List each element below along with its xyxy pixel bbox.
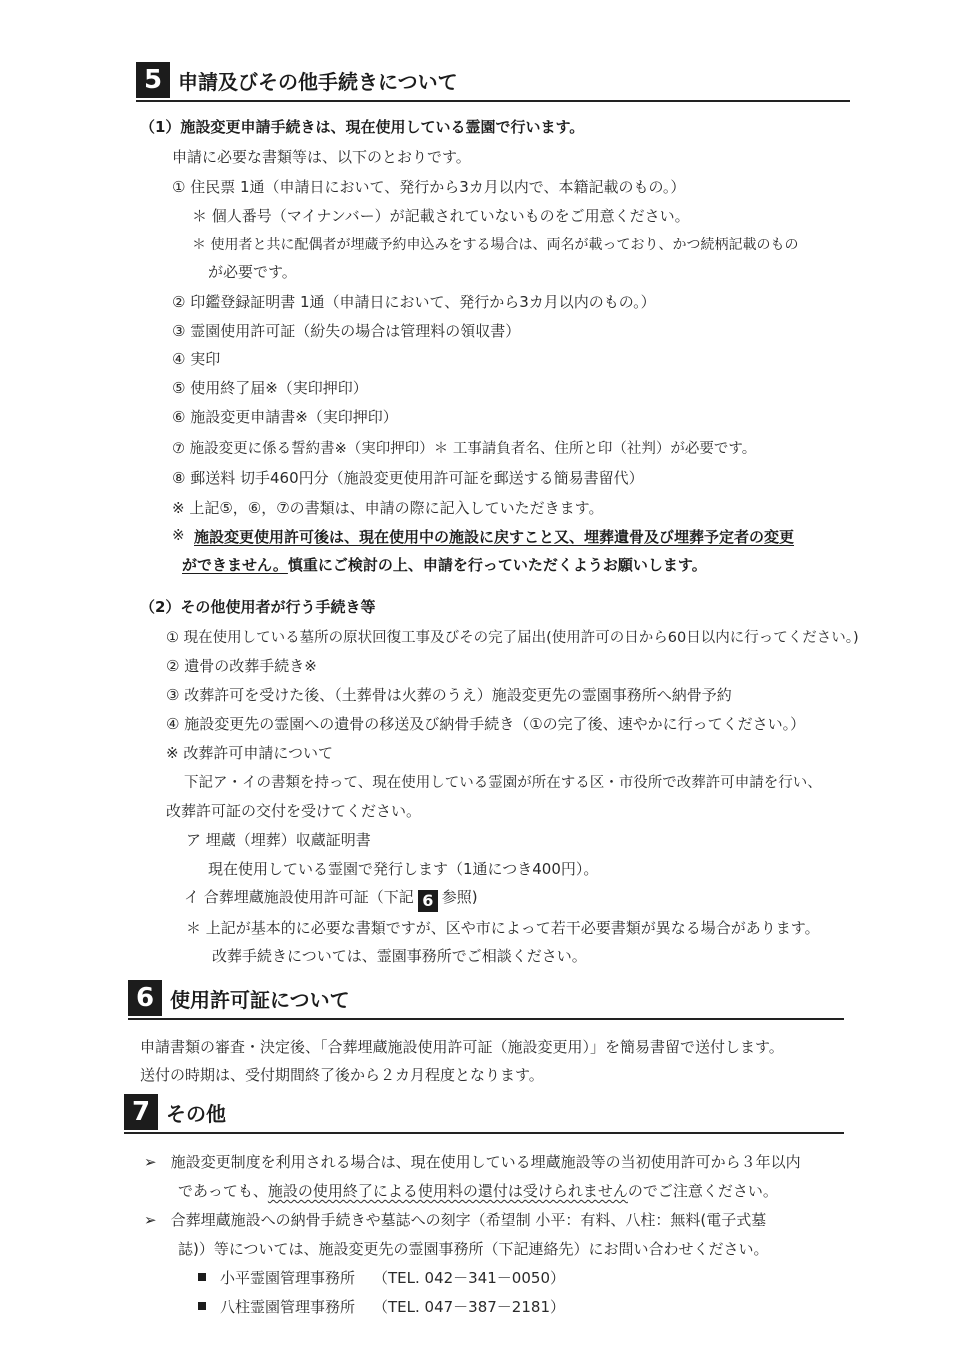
section-7-bullet-1 (144, 1151, 801, 1172)
section-7-bullet-1-pre: であっても、 (178, 1182, 268, 1200)
section-6-paragraph-1: 申請書類の審査・決定後、「合葬埋蔵施設使用許可証（施設変更用）」を簡易書留で送付します。 (140, 1038, 784, 1056)
sub1-item-6: ⑥ 施設変更申請書※（実印押印） (172, 408, 398, 426)
section-7-bullet-1-line-1: 施設変更制度を利用される場合は、現在使用している埋蔵施設等の当初使用許可から３年以内 (170, 1153, 801, 1171)
section-6-rule (128, 1018, 844, 1020)
contact-yahashira-tel: （TEL. 047－387－2181） (373, 1298, 565, 1316)
section-5-rule (136, 100, 850, 102)
sub2-item-a-body: 現在使用している霊園で発行します（1通につき400円）。 (208, 860, 599, 878)
sub1-note-1: ※ 上記⑤，⑥，⑦の書類は、申請の際に記入していただきます。 (172, 499, 604, 517)
sub2-item-i-text: イ 合葬埋蔵施設使用許可証（下記 (184, 888, 414, 906)
sub2-note: ※ 改葬許可申請について (166, 744, 334, 762)
contact-yahashira (198, 1296, 565, 1317)
sub1-note-2-line-2a: ができません。 (182, 556, 288, 574)
section-6-number-badge: 6 (128, 980, 162, 1016)
sub2-item-a-title: ア 埋蔵（埋葬）収蔵証明書 (186, 831, 371, 849)
arrow-bullet-icon: ➢ (144, 1153, 157, 1171)
sub2-item-i-text-end: 参照) (441, 888, 478, 906)
section-7-bullet-2-line-2: 誌)）等については、施設変更先の霊園事務所（下記連絡先）にお問い合わせください。 (178, 1240, 769, 1258)
section-6-heading (128, 980, 350, 1016)
arrow-bullet-icon: ➢ (144, 1211, 157, 1229)
section-5-title: 申請及びその他手続きについて (178, 69, 458, 94)
section-6-ref-badge: 6 (418, 890, 438, 912)
sub1-note-2-mark: ※ (172, 526, 185, 544)
section-7-number-badge: 7 (124, 1094, 158, 1130)
section-5-heading (136, 62, 458, 98)
sub1-intro: 申請に必要な書類等は、以下のとおりです。 (172, 148, 471, 166)
sub1-item-1-note-b: ＊ 使用者と共に配偶者が埋蔵予約申込みをする場合は、両名が載っており、かつ続柄記載のもの (192, 237, 799, 253)
contact-kodaira (198, 1267, 565, 1288)
sub1-item-7: ⑦ 施設変更に係る誓約書※（実印押印）＊ 工事請負者名、住所と印（社判）が必要です。 (172, 441, 757, 457)
sub2-footnote-1: ＊ 上記が基本的に必要な書類ですが、区や市によって若干必要書類が異なる場合があります。 (186, 919, 820, 937)
square-bullet-icon (198, 1302, 206, 1310)
sub2-item-1: ① 現在使用している墓所の原状回復工事及びその完了届出(使用許可の日から60日以内に行ってください。) (166, 630, 859, 646)
sub1-item-2: ② 印鑑登録証明書 1通（申請日において、発行から3カ月以内のもの。） (172, 293, 656, 311)
section-7-bullet-2-line-1: 合葬埋蔵施設への納骨手続きや墓誌への刻字（希望制 小平：有料、八柱：無料(電子式墓 (170, 1211, 767, 1229)
sub1-title: （1）施設変更申請手続きは、現在使用している霊園で行います。 (140, 118, 585, 136)
sub1-item-8: ⑧ 郵送料 切手460円分（施設変更使用許可証を郵送する簡易書留代） (172, 469, 644, 487)
section-7-bullet-1-post: のでご注意ください。 (627, 1182, 778, 1200)
section-7-bullet-2 (144, 1209, 766, 1230)
sub2-item-i (184, 886, 478, 912)
sub1-item-3: ③ 霊園使用許可証（紛失の場合は管理料の領収書） (172, 322, 521, 340)
section-6-paragraph-2: 送付の時期は、受付期間終了後から２カ月程度となります。 (140, 1066, 544, 1084)
section-7-rule (124, 1132, 844, 1134)
sub2-footnote-2: 改葬手続きについては、霊園事務所でご相談ください。 (212, 947, 587, 965)
sub2-item-2: ② 遺骨の改葬手続き※ (166, 657, 317, 675)
sub1-item-4: ④ 実印 (172, 350, 221, 368)
section-7-title: その他 (166, 1101, 226, 1126)
section-5-number-badge: 5 (136, 62, 170, 98)
sub2-item-3: ③ 改葬許可を受けた後、（土葬骨は火葬のうえ）施設変更先の霊園事務所へ納骨予約 (166, 686, 732, 704)
sub1-item-1-note-a: ＊ 個人番号（マイナンバー）が記載されていないものをご用意ください。 (192, 207, 690, 225)
sub1-note-2-line-2 (182, 554, 707, 575)
section-7-bullet-1-line-2 (178, 1180, 778, 1201)
contact-yahashira-name: 八柱霊園管理事務所 (220, 1298, 356, 1316)
sub1-item-1: ① 住民票 1通（申請日において、発行から3カ月以内で、本籍記載のもの。） (172, 178, 686, 196)
square-bullet-icon (198, 1273, 206, 1281)
sub2-paragraph-1: 下記ア・イの書類を持って、現在使用している霊園が所在する区・市役所で改葬許可申請を行い、 (184, 775, 822, 791)
sub2-paragraph-2: 改葬許可証の交付を受けてください。 (166, 802, 422, 820)
contact-kodaira-name: 小平霊園管理事務所 (220, 1269, 356, 1287)
sub1-note-2-line-1: 施設変更使用許可後は、現在使用中の施設に戻すこと又、埋葬遺骨及び埋葬予定者の変更 (194, 528, 795, 546)
section-6-title: 使用許可証について (170, 987, 350, 1012)
section-7-heading (124, 1094, 226, 1130)
contact-kodaira-tel: （TEL. 042－341－0050） (373, 1269, 565, 1287)
sub1-note-2-line-2b: 慎重にご検討の上、申請を行っていただくようお願いします。 (287, 556, 707, 574)
sub2-item-4: ④ 施設変更先の霊園への遺骨の移送及び納骨手続き（①の完了後、速やかに行ってください。） (166, 715, 806, 733)
sub2-title: （2）その他使用者が行う手続き等 (140, 598, 376, 616)
section-7-bullet-1-underlined: 施設の使用終了による使用料の還付は受けられません (267, 1182, 628, 1200)
sub1-item-1-note-b-cont: が必要です。 (208, 263, 297, 281)
sub1-item-5: ⑤ 使用終了届※（実印押印） (172, 379, 368, 397)
